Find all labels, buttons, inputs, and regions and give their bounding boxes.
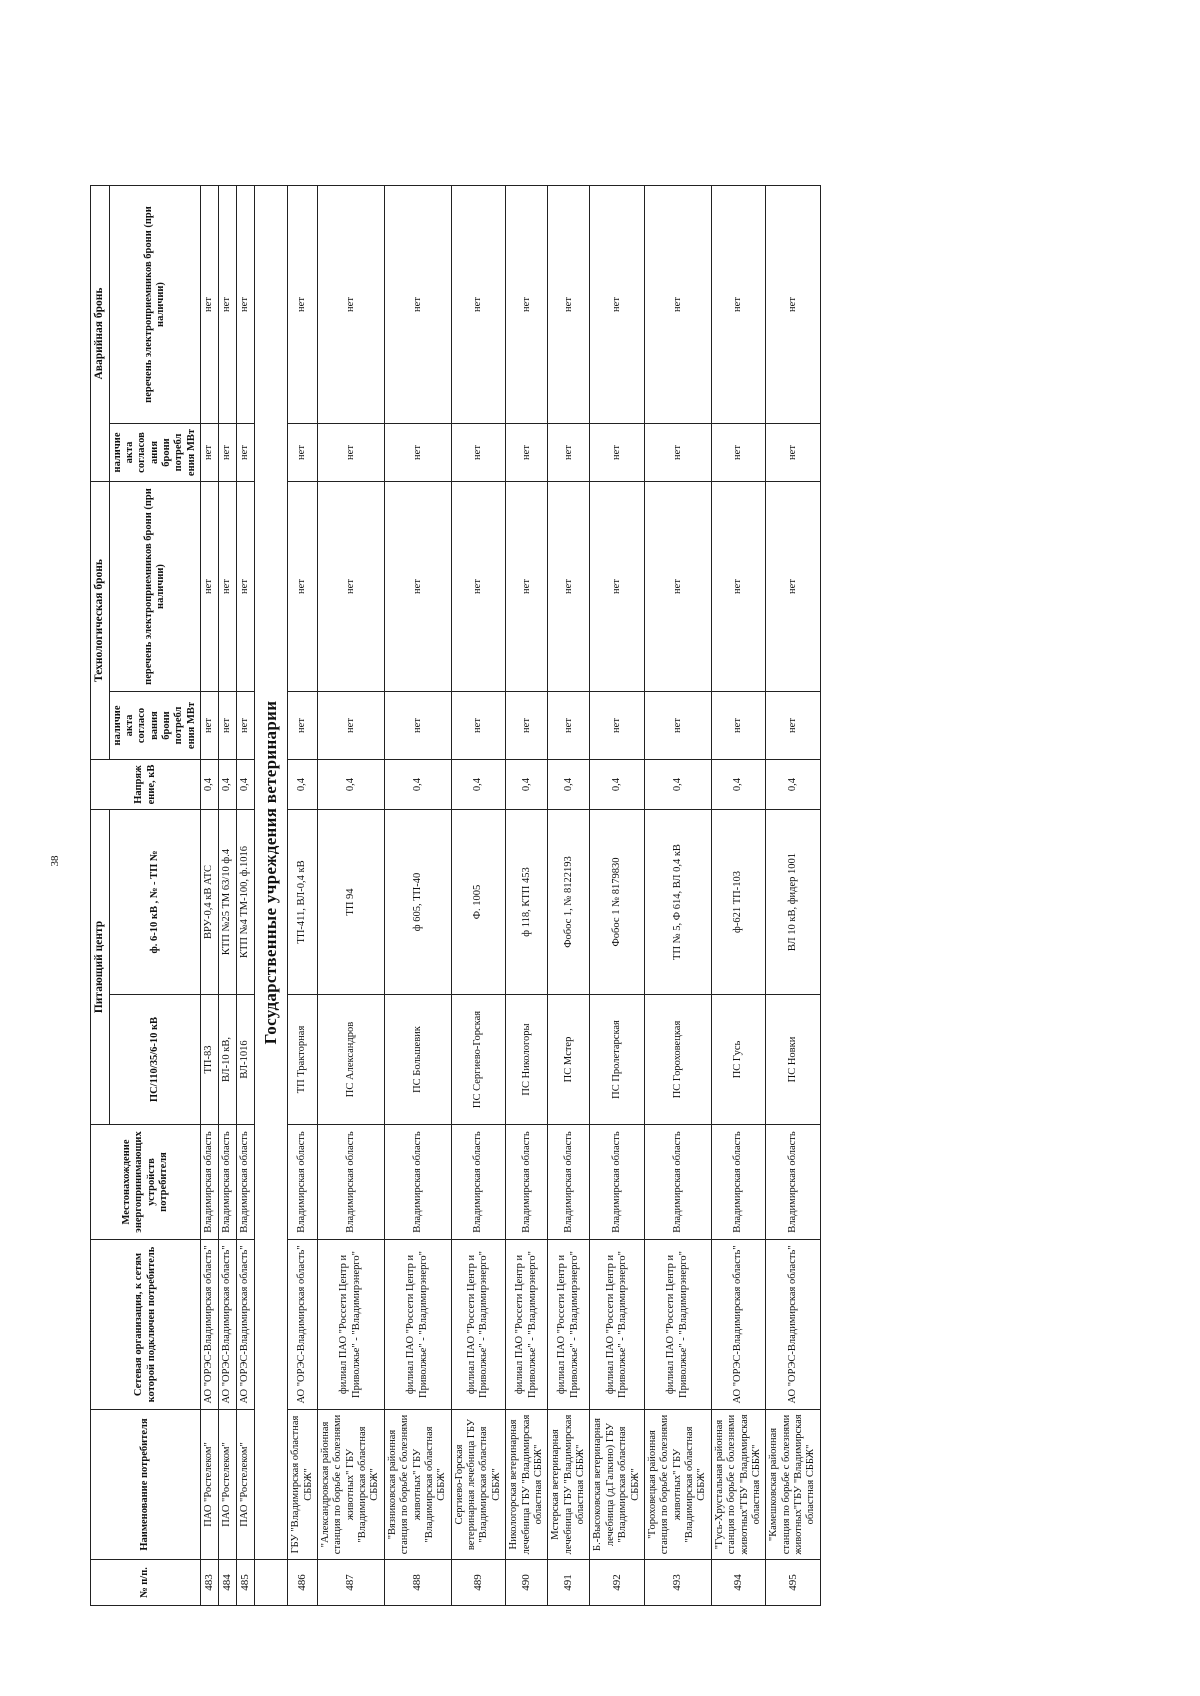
feed-ps-cell: ПС Александров (317, 995, 384, 1125)
row-num-cell: 490 (506, 1560, 548, 1606)
emergency-list-cell: нет (451, 186, 506, 424)
header-emergency-list: перечень электроприемников брони (при наличии) (109, 186, 201, 424)
tech-act-cell: нет (237, 692, 255, 760)
header-tech-reserve: Технологическая бронь (91, 482, 110, 760)
emergency-list-cell: нет (237, 186, 255, 424)
row-num-cell: 491 (548, 1560, 590, 1606)
location-cell: Владимирская область (644, 1125, 711, 1240)
row-num-cell: 492 (590, 1560, 645, 1606)
tech-list-cell: нет (506, 482, 548, 692)
tech-act-cell: нет (711, 692, 766, 760)
voltage-cell: 0,4 (548, 760, 590, 810)
table-body-vet (288, 186, 821, 1606)
tech-act-cell: нет (384, 692, 451, 760)
header-emergency-act: наличие акта согласов ания брони потребл ения МВт (109, 424, 201, 482)
location-cell: Владимирская область (548, 1125, 590, 1240)
consumer-name-cell: "Александровская районная станция по борьбе с болезнями животных" ГБУ "Владимирская областная СББЖ" (317, 1410, 384, 1560)
row-num-cell: 489 (451, 1560, 506, 1606)
tech-act-cell: нет (644, 692, 711, 760)
tech-act-cell: нет (288, 692, 318, 760)
table-body-telecom (201, 186, 255, 1606)
tech-act-cell: нет (766, 692, 821, 760)
consumer-name-cell: Сергиево-Горская ветеринарная лечебница ГБУ "Владимирская областная СББЖ" (451, 1410, 506, 1560)
table-row (201, 186, 219, 1606)
feed-ps-cell: ПС Большевик (384, 995, 451, 1125)
consumer-name-cell: ПАО "Ростелеком" (219, 1410, 237, 1560)
tech-act-cell: нет (590, 692, 645, 760)
consumer-name-cell: "Камешковская районная станция по борьбе с болезнями животных"ГБУ "Владимирская областная СББЖ" (766, 1410, 821, 1560)
consumer-name-cell: "Вязниковская районная станция по борьбе с болезнями животных" ГБУ "Владимирская областная СББЖ" (384, 1410, 451, 1560)
table-row (384, 186, 451, 1606)
emergency-act-cell: нет (237, 424, 255, 482)
emergency-list-cell: нет (288, 186, 318, 424)
tech-list-cell: нет (237, 482, 255, 692)
feed-ps-cell: ВЛ-10 кВ, (219, 995, 237, 1125)
emergency-act-cell: нет (317, 424, 384, 482)
emergency-list-cell: нет (644, 186, 711, 424)
section-title: Государственные учреждения ветеринарии (255, 186, 288, 1560)
location-cell: Владимирская область (384, 1125, 451, 1240)
network-org-cell: АО "ОРЭС-Владимирская область" (711, 1240, 766, 1410)
feed-line-cell: ф-621 ТП-103 (711, 810, 766, 995)
network-org-cell: АО "ОРЭС-Владимирская область" (766, 1240, 821, 1410)
row-num-cell: 495 (766, 1560, 821, 1606)
feed-line-cell: ВРУ-0,4 кВ АТС (201, 810, 219, 995)
network-org-cell: филиал ПАО "Россети Центр и Приволжье" - "Владимирэнерго" (644, 1240, 711, 1410)
tech-list-cell: нет (644, 482, 711, 692)
emergency-act-cell: нет (219, 424, 237, 482)
feed-line-cell: ф 118, КТП 453 (506, 810, 548, 995)
tech-list-cell: нет (548, 482, 590, 692)
location-cell: Владимирская область (288, 1125, 318, 1240)
header-tech-list: перечень электроприемников брони (при наличии) (109, 482, 201, 692)
emergency-act-cell: нет (451, 424, 506, 482)
network-org-cell: филиал ПАО "Россети Центр и Приволжье" - "Владимирэнерго" (384, 1240, 451, 1410)
feed-line-cell: ТП № 5, Ф 614, ВЛ 0,4 кВ (644, 810, 711, 995)
row-num-cell: 493 (644, 1560, 711, 1606)
tech-act-cell: нет (317, 692, 384, 760)
tech-act-cell: нет (451, 692, 506, 760)
feed-line-cell: Ф. 1005 (451, 810, 506, 995)
header-num: № п/п. (91, 1560, 201, 1606)
feed-line-cell: ТП 94 (317, 810, 384, 995)
header-feed-ps: ПС/110/35/6-10 кВ (109, 995, 201, 1125)
voltage-cell: 0,4 (237, 760, 255, 810)
consumer-name-cell: ПАО "Ростелеком" (201, 1410, 219, 1560)
feed-ps-cell: ТП-83 (201, 995, 219, 1125)
emergency-list-cell: нет (711, 186, 766, 424)
feed-ps-cell: ПС Сергиево-Горская (451, 995, 506, 1125)
emergency-list-cell: нет (201, 186, 219, 424)
emergency-act-cell: нет (201, 424, 219, 482)
voltage-cell: 0,4 (451, 760, 506, 810)
network-org-cell: филиал ПАО "Россети Центр и Приволжье" - "Владимирэнерго" (590, 1240, 645, 1410)
feed-line-cell: КТП №25 ТМ 63/10 ф.4 (219, 810, 237, 995)
feed-ps-cell: ПС Гусь (711, 995, 766, 1125)
emergency-list-cell: нет (384, 186, 451, 424)
tech-list-cell: нет (711, 482, 766, 692)
reserve-table (90, 185, 821, 1606)
network-org-cell: АО "ОРЭС-Владимирская область" (219, 1240, 237, 1410)
table-row (237, 186, 255, 1606)
network-org-cell: филиал ПАО "Россети Центр и Приволжье" - "Владимирэнерго" (548, 1240, 590, 1410)
emergency-act-cell: нет (766, 424, 821, 482)
tech-list-cell: нет (384, 482, 451, 692)
voltage-cell: 0,4 (317, 760, 384, 810)
voltage-cell: 0,4 (219, 760, 237, 810)
feed-line-cell: ВЛ 10 кВ, фидер 1001 (766, 810, 821, 995)
location-cell: Владимирская область (506, 1125, 548, 1240)
feed-ps-cell: ТП Тракторная (288, 995, 318, 1125)
row-num-cell: 486 (288, 1560, 318, 1606)
section-row (255, 186, 288, 1606)
row-num-cell: 488 (384, 1560, 451, 1606)
location-cell: Владимирская область (711, 1125, 766, 1240)
consumer-name-cell: Никологорская ветеринарная лечебница ГБУ "Владимирская областная СББЖ" (506, 1410, 548, 1560)
tech-list-cell: нет (451, 482, 506, 692)
table-row (590, 186, 645, 1606)
row-num-cell: 487 (317, 1560, 384, 1606)
location-cell: Владимирская область (219, 1125, 237, 1240)
row-num-cell: 485 (237, 1560, 255, 1606)
tech-list-cell: нет (317, 482, 384, 692)
table-body-section (255, 186, 288, 1606)
location-cell: Владимирская область (201, 1125, 219, 1240)
tech-act-cell: нет (548, 692, 590, 760)
emergency-act-cell: нет (711, 424, 766, 482)
emergency-act-cell: нет (590, 424, 645, 482)
location-cell: Владимирская область (451, 1125, 506, 1240)
row-num-cell: 494 (711, 1560, 766, 1606)
voltage-cell: 0,4 (711, 760, 766, 810)
feed-ps-cell: ПС Гороховецкая (644, 995, 711, 1125)
consumer-name-cell: Мстерская ветеринарная лечебница ГБУ "Владимирская областная СББЖ" (548, 1410, 590, 1560)
emergency-list-cell: нет (317, 186, 384, 424)
consumer-name-cell: "Гусь-Хрустальная районная станция по борьбе с болезнями животных"ГБУ "Владимирская областная СББЖ" (711, 1410, 766, 1560)
table-row (506, 186, 548, 1606)
feed-line-cell: Фобос 1, № 8122193 (548, 810, 590, 995)
row-num-cell: 483 (201, 1560, 219, 1606)
consumer-name-cell: "Гороховецкая районная станция по борьбе с болезнями животных" ГБУ "Владимирская областная СББЖ" (644, 1410, 711, 1560)
table-row (766, 186, 821, 1606)
network-org-cell: филиал ПАО "Россети Центр и Приволжье" - "Владимирэнерго" (317, 1240, 384, 1410)
voltage-cell: 0,4 (201, 760, 219, 810)
location-cell: Владимирская область (317, 1125, 384, 1240)
table-row (548, 186, 590, 1606)
voltage-cell: 0,4 (288, 760, 318, 810)
header-row-1 (91, 186, 110, 1606)
emergency-list-cell: нет (766, 186, 821, 424)
network-org-cell: АО "ОРЭС-Владимирская область" (237, 1240, 255, 1410)
feed-ps-cell: ПС Никологоры (506, 995, 548, 1125)
header-voltage: Напряж ение, кВ (91, 760, 201, 810)
feed-ps-cell: ВЛ-1016 (237, 995, 255, 1125)
voltage-cell: 0,4 (590, 760, 645, 810)
table-row (644, 186, 711, 1606)
emergency-act-cell: нет (506, 424, 548, 482)
network-org-cell: филиал ПАО "Россети Центр и Приволжье" - "Владимирэнерго" (506, 1240, 548, 1410)
header-location: Местонахождение энергопринимающих устройств потребителя (91, 1125, 201, 1240)
voltage-cell: 0,4 (506, 760, 548, 810)
emergency-act-cell: нет (644, 424, 711, 482)
emergency-list-cell: нет (219, 186, 237, 424)
tech-act-cell: нет (219, 692, 237, 760)
voltage-cell: 0,4 (644, 760, 711, 810)
feed-line-cell: ТП-411, ВЛ-0,4 кВ (288, 810, 318, 995)
emergency-act-cell: нет (384, 424, 451, 482)
feed-line-cell: ф 605, ТП-40 (384, 810, 451, 995)
header-emergency-reserve: Аварийная бронь (91, 186, 110, 482)
location-cell: Владимирская область (590, 1125, 645, 1240)
table-row (288, 186, 318, 1606)
tech-act-cell: нет (506, 692, 548, 760)
emergency-list-cell: нет (506, 186, 548, 424)
feed-ps-cell: ПС Мстер (548, 995, 590, 1125)
table-row (317, 186, 384, 1606)
emergency-list-cell: нет (548, 186, 590, 424)
emergency-act-cell: нет (288, 424, 318, 482)
consumer-name-cell: Б.-Высоковская ветеринарная лечебница (д.Галкино) ГБУ "Владимирская областная СББЖ" (590, 1410, 645, 1560)
header-feed-line: ф. 6-10 кВ , № - ТП № (109, 810, 201, 995)
emergency-list-cell: нет (590, 186, 645, 424)
feed-line-cell: Фобос 1 № 8179830 (590, 810, 645, 995)
tech-list-cell: нет (590, 482, 645, 692)
voltage-cell: 0,4 (766, 760, 821, 810)
tech-list-cell: нет (219, 482, 237, 692)
table-row (451, 186, 506, 1606)
header-network: Сетевая организация, к сетям которой подключен потребитель (91, 1240, 201, 1410)
emergency-act-cell: нет (548, 424, 590, 482)
location-cell: Владимирская область (766, 1125, 821, 1240)
network-org-cell: АО "ОРЭС-Владимирская область" (288, 1240, 318, 1410)
location-cell: Владимирская область (237, 1125, 255, 1240)
feed-ps-cell: ПС Пролетарская (590, 995, 645, 1125)
rotated-table-frame (90, 186, 1040, 1606)
network-org-cell: АО "ОРЭС-Владимирская область" (201, 1240, 219, 1410)
header-consumer: Наименование потребителя (91, 1410, 201, 1560)
table-row (711, 186, 766, 1606)
network-org-cell: филиал ПАО "Россети Центр и Приволжье" - "Владимирэнерго" (451, 1240, 506, 1410)
tech-list-cell: нет (288, 482, 318, 692)
tech-list-cell: нет (766, 482, 821, 692)
feed-line-cell: КТП №4 ТМ-100, ф.1016 (237, 810, 255, 995)
row-num-cell: 484 (219, 1560, 237, 1606)
table-row (219, 186, 237, 1606)
consumer-name-cell: ГБУ "Владимирская областная СББЖ" (288, 1410, 318, 1560)
section-empty-cell (255, 1560, 288, 1606)
consumer-name-cell: ПАО "Ростелеком" (237, 1410, 255, 1560)
page-number: 38 (49, 855, 61, 867)
feed-ps-cell: ПС Новки (766, 995, 821, 1125)
tech-act-cell: нет (201, 692, 219, 760)
header-tech-act: наличие акта согласо вания брони потребл ения МВт (109, 692, 201, 760)
header-feed-center: Питающий центр (91, 810, 110, 1125)
voltage-cell: 0,4 (384, 760, 451, 810)
tech-list-cell: нет (201, 482, 219, 692)
